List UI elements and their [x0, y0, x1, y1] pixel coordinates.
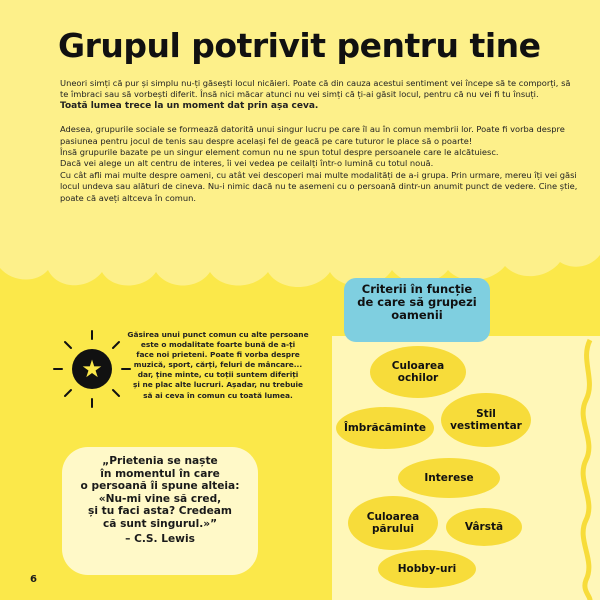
quote-line: în momentul în care — [100, 467, 220, 480]
criterion-line: Culoarea — [391, 360, 445, 372]
criterion-line: Culoarea — [366, 511, 420, 523]
quote-line: «Nu-mi vine să cred, — [98, 492, 222, 505]
intro-paragraph-1: Uneori simți că pur și simplu nu-ți găsești locul nicăieri. Poate că din cauza acestui sentiment vei începe să te comporți, să te îmbraci sau să vorbești diferit. Însă nici măcar atunci nu vei simți că ți-ai găsit locul, pentru că nu vei fi tu însuți. — [60, 78, 571, 100]
criterion-line: Vârstă — [464, 521, 504, 533]
criterion-age — [446, 508, 522, 546]
quote-line: o persoană îi spune alteia: — [80, 480, 240, 493]
page-title: Grupul potrivit pentru tine — [58, 26, 541, 65]
quote-text — [62, 455, 258, 545]
side-note-line: Găsirea unui punct comun cu alte persoane — [127, 330, 309, 339]
side-note — [122, 330, 314, 401]
criterion-hair-color — [348, 496, 438, 550]
side-note-line: să ai ceva în comun cu toată lumea. — [143, 390, 293, 400]
star-icon: ★ — [72, 349, 112, 389]
criterion-clothing-style — [441, 393, 531, 447]
criterion-line: Hobby-uri — [397, 563, 457, 575]
intro-paragraph-4: Dacă vei alege un alt centru de interes, îi vei vedea pe ceilalți într-o lumină cu totul nouă. — [60, 158, 434, 169]
intro-text — [60, 78, 580, 204]
criterion-line: părului — [372, 523, 414, 535]
side-note-line: face noi prieteni. Poate fi vorba despre — [136, 350, 300, 360]
side-note-line: este o modalitate foarte bună de a-ți — [140, 340, 296, 350]
criteria-title-line: de care să grupezi — [357, 294, 477, 309]
criterion-eye-color — [370, 346, 466, 398]
intro-paragraph-3: Însă grupurile bazate pe un singur element comun nu ne spun totul despre persoanele care le alcătuiesc. — [60, 147, 499, 158]
page-number: 6 — [30, 574, 37, 585]
side-note-line: muzică, sport, cărți, feluri de mâncare... — [133, 360, 303, 370]
criterion-line: Interese — [424, 472, 474, 484]
criteria-title — [344, 283, 490, 321]
criterion-interests — [398, 458, 500, 498]
quote-line: „Prietenia se naște — [102, 455, 218, 467]
intro-paragraph-2: Adesea, grupurile sociale se formează datorită unui singur lucru pe care îl au în comun membrii lor. Poate fi vorba despre pasiunea pentru jocul de tenis sau despre același fel de geacă pe care tuturor le place să o poarte! — [60, 124, 565, 146]
criterion-line: Îmbrăcăminte — [343, 422, 427, 434]
intro-paragraph-5: Cu cât afli mai multe despre oameni, cu atât vei descoperi mai multe modalități de a-i grupa. Prin urmare, mereu îți vei găsi locul undeva sau alături de cineva. Nu-i nimic dacă nu te asemeni cu o persoană dintr-un anumit punct de vedere. Cine știe, poate că aveți altceva în comun. — [60, 169, 578, 203]
quote-line: că sunt singurul.»” — [102, 517, 218, 530]
criterion-line: ochilor — [397, 372, 439, 384]
criteria-title-line: oamenii — [391, 307, 443, 322]
criteria-title-line: Criterii în funcție — [361, 282, 473, 296]
quote-author: – C.S. Lewis — [125, 532, 195, 545]
criterion-hobbies — [378, 550, 476, 588]
side-note-line: dar, ține minte, cu toții suntem diferiți — [137, 370, 299, 380]
criterion-line: vestimentar — [450, 420, 522, 432]
criterion-line: Stil — [476, 408, 496, 420]
criterion-clothing — [336, 407, 434, 449]
side-note-line: și ne plac alte lucruri. Așadar, nu trebuie — [132, 380, 304, 390]
intro-bold-line: Toată lumea trece la un moment dat prin așa ceva. — [60, 100, 319, 111]
quote-line: și tu faci asta? Credeam — [88, 505, 232, 518]
